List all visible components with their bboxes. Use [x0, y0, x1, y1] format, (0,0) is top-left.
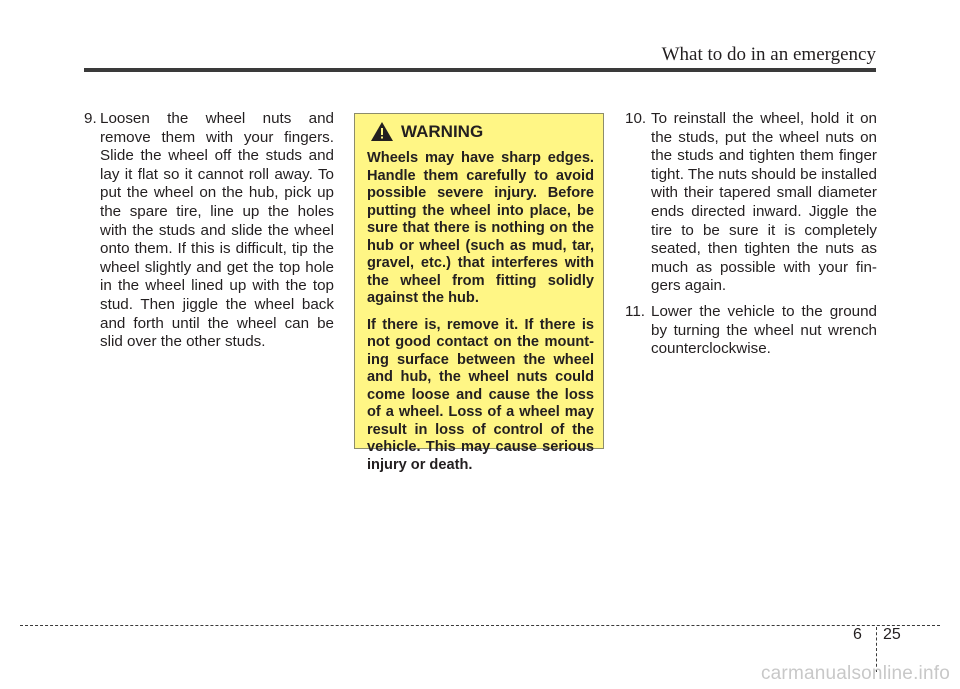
warning-triangle-icon: [371, 122, 393, 141]
header-rule: [84, 68, 876, 72]
warning-title: WARNING: [401, 121, 484, 141]
step-text: To reinstall the wheel, hold it on the studs, put the wheel nuts on the studs and tighten them finger tight. The nuts should be installed with their tapered small diameter ends directed inward. Jiggle the tire to be sure it is completely seated, then tighten the nuts as much as possible with your fin-gers again.: [651, 110, 877, 295]
page-number: 25: [883, 626, 901, 643]
step-number: 10.: [625, 110, 647, 127]
step-text: Loosen the wheel nuts and remove them with your fingers. Slide the wheel off the studs and lay it flat so it cannot roll away. To put the wheel on the hub, pick up the spare tire, line up the holes with the studs and slide the wheel onto them. If this is difficult, tip the wheel slightly and get the top hole in the wheel lined up with the top stud. Then jiggle the wheel back and forth until the wheel can be slid over the other studs.: [100, 110, 334, 351]
warning-paragraph-1: Wheels may have sharp edges. Handle them carefully to avoid possible severe injury. Before putting the wheel into place, be sure that there is nothing on the hub or wheel (such as mud, tar, gravel, etc.) that interferes with the wheel from fitting solidly against the hub.: [367, 150, 594, 306]
step-number: 11.: [625, 302, 645, 320]
warning-paragraph-2: If there is, remove it. If there is not good contact on the mount-ing surface between the wheel and hub, the wheel nuts could come loose and cause the loss of a wheel. Loss of a wheel may result in loss of control of the vehicle. This may cause serious injury or death.: [367, 316, 594, 473]
right-column: [625, 110, 877, 359]
step-text: Lower the vehicle to the ground by turning the wheel nut wrench counterclockwise.: [651, 302, 877, 358]
step-9: [84, 110, 334, 352]
step-number: 9.: [84, 110, 97, 127]
step-10: [625, 110, 877, 296]
warning-box: [354, 113, 604, 473]
section-number: 6: [853, 626, 862, 643]
step-11: [625, 303, 877, 359]
warning-heading: [371, 122, 594, 141]
watermark: carmanualsonline.info: [760, 663, 950, 684]
page-header-title: What to do in an emergency: [661, 44, 876, 65]
footer-rule: [20, 625, 940, 626]
left-column: [84, 110, 334, 352]
